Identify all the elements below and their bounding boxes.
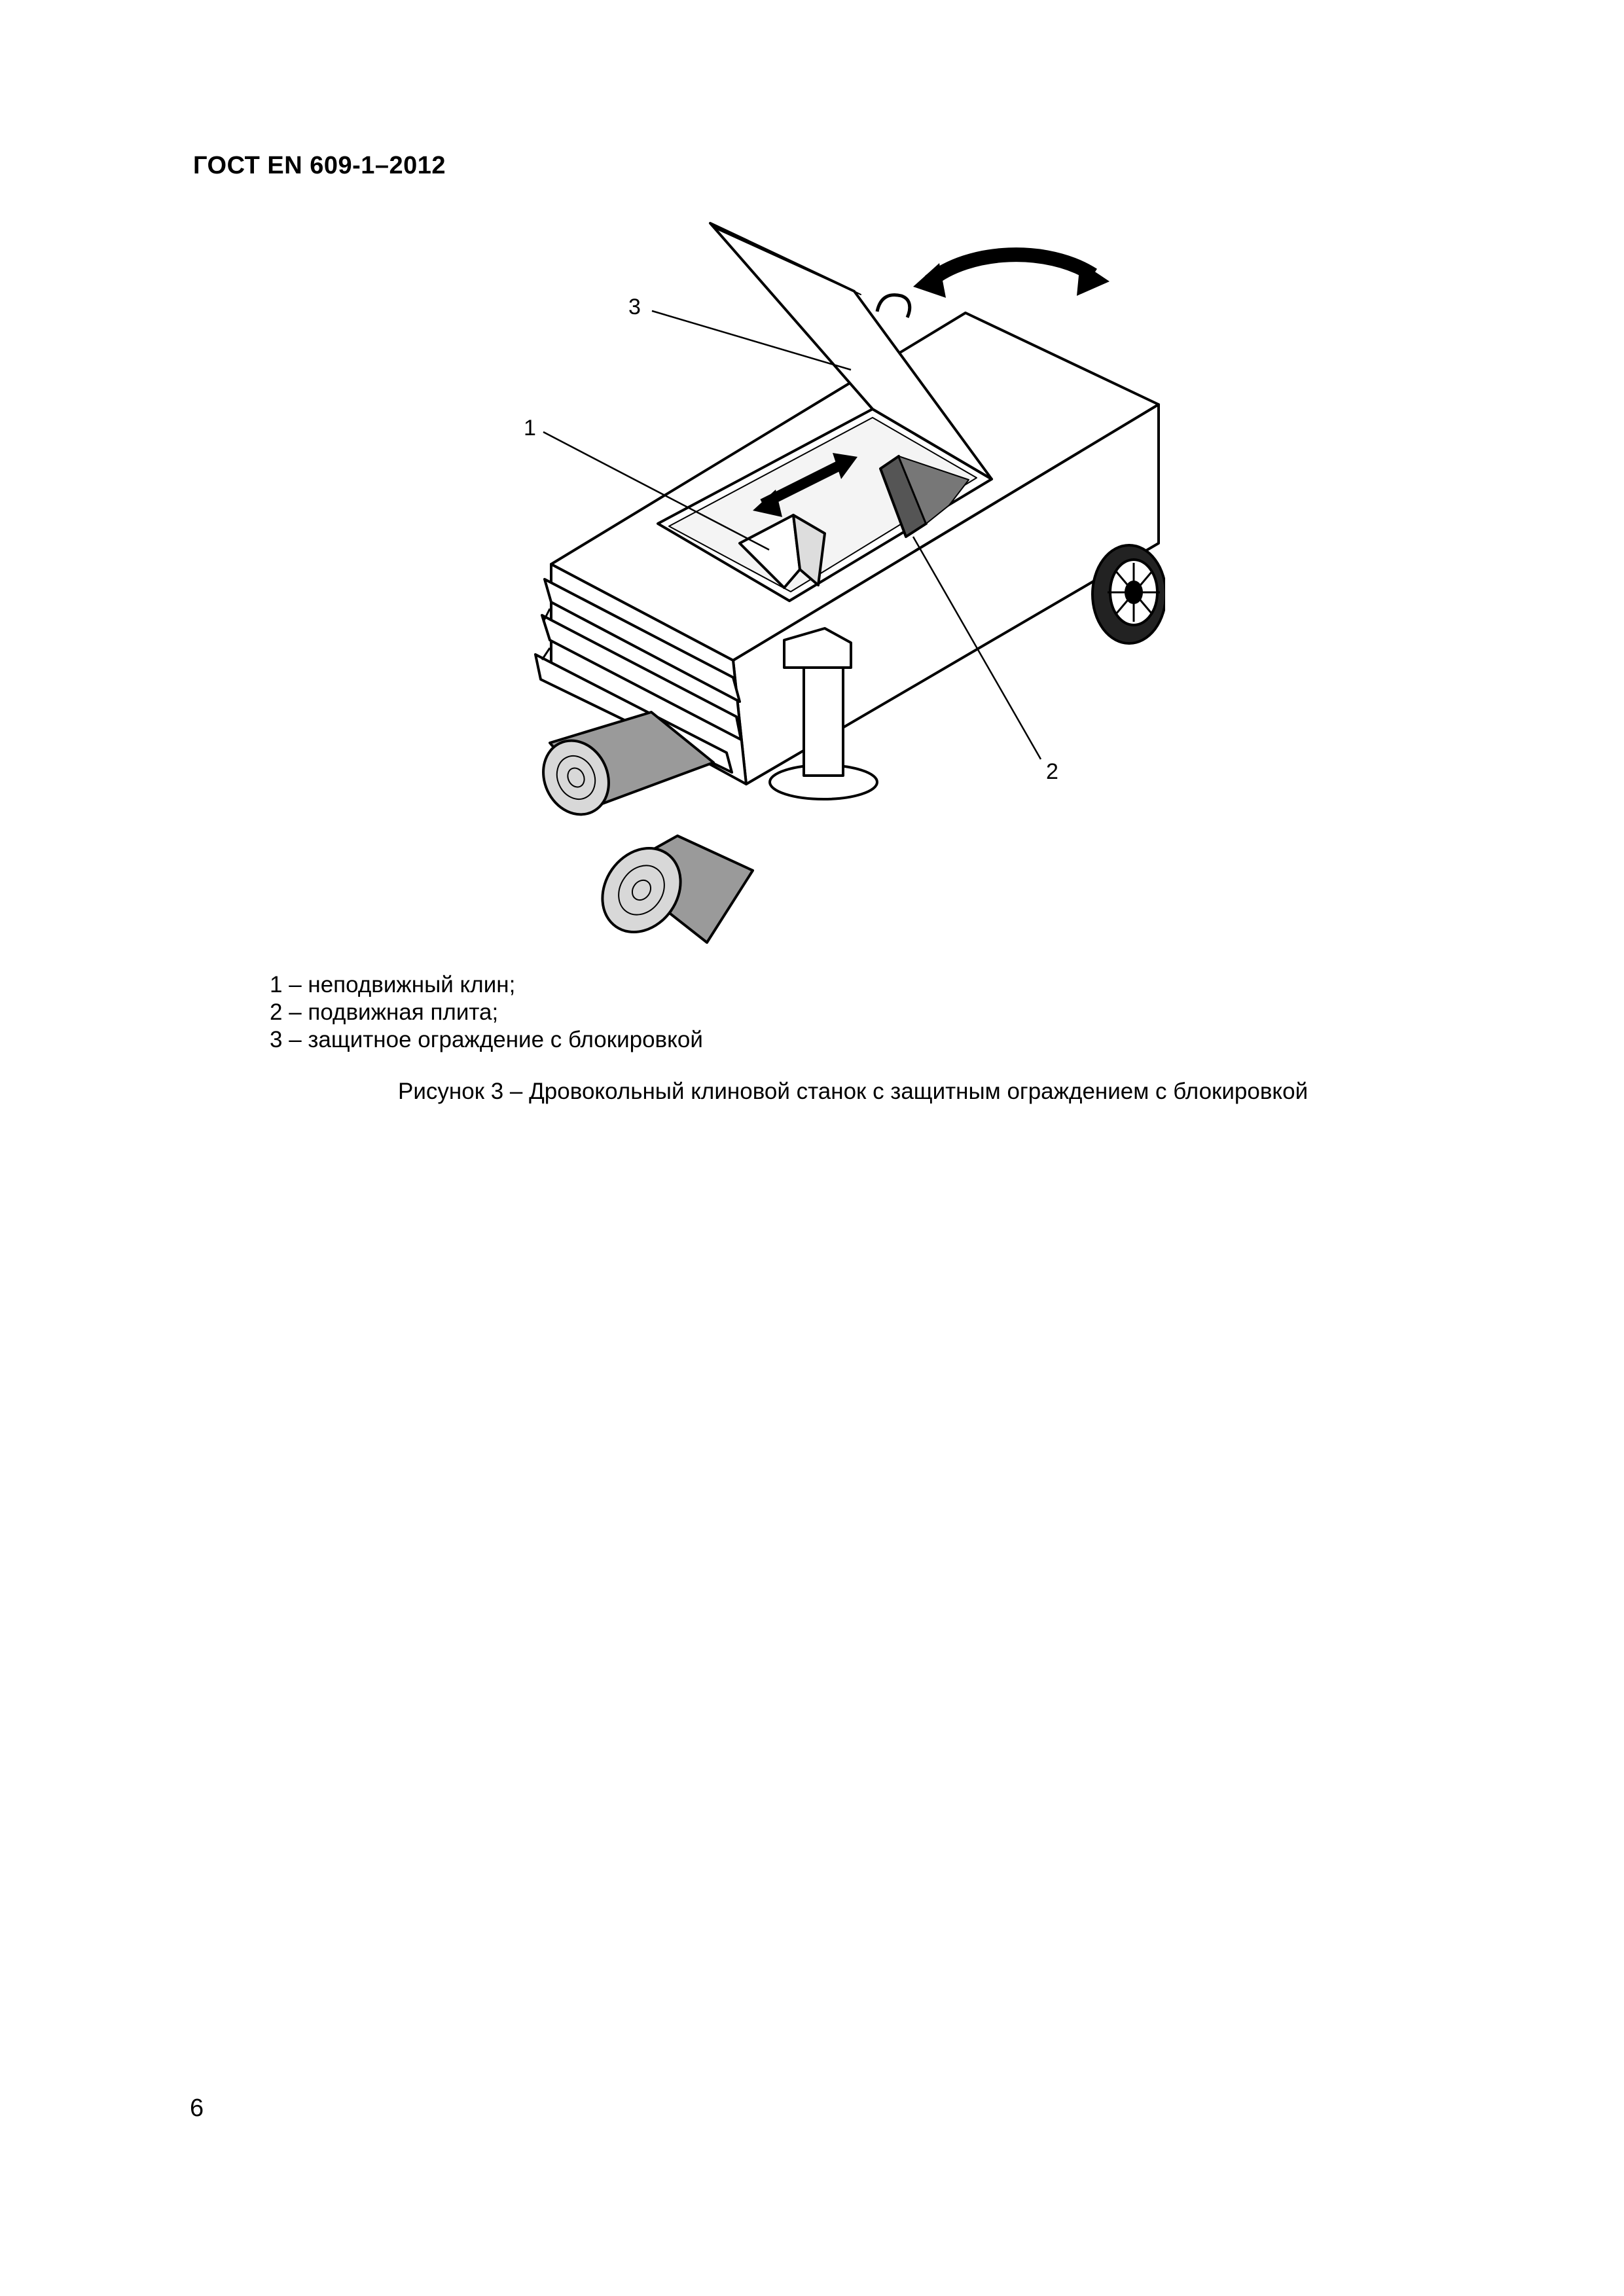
- guard-rotation-arrow: [913, 255, 1110, 298]
- legend-item: 1 – неподвижный клин;: [270, 972, 516, 997]
- figure-legend: [270, 971, 703, 1054]
- callout-3: 3: [628, 295, 641, 319]
- wheel: [1092, 545, 1165, 643]
- callout-1: 1: [524, 416, 536, 440]
- callout-2: 2: [1046, 759, 1058, 784]
- legend-item: 3 – защитное ограждение с блокировкой: [270, 1027, 703, 1052]
- figure-wood-splitter: [511, 209, 1165, 982]
- wood-splitter-illustration: [511, 209, 1165, 982]
- legend-item: 2 – подвижная плита;: [270, 999, 499, 1025]
- page-number: 6: [190, 2094, 204, 2122]
- log-lower: [586, 833, 753, 947]
- document-code: ГОСТ EN 609-1–2012: [193, 152, 446, 179]
- figure-caption: Рисунок 3 – Дровокольный клиновой станок с защитным ограждением с блокировкой: [398, 1079, 1308, 1104]
